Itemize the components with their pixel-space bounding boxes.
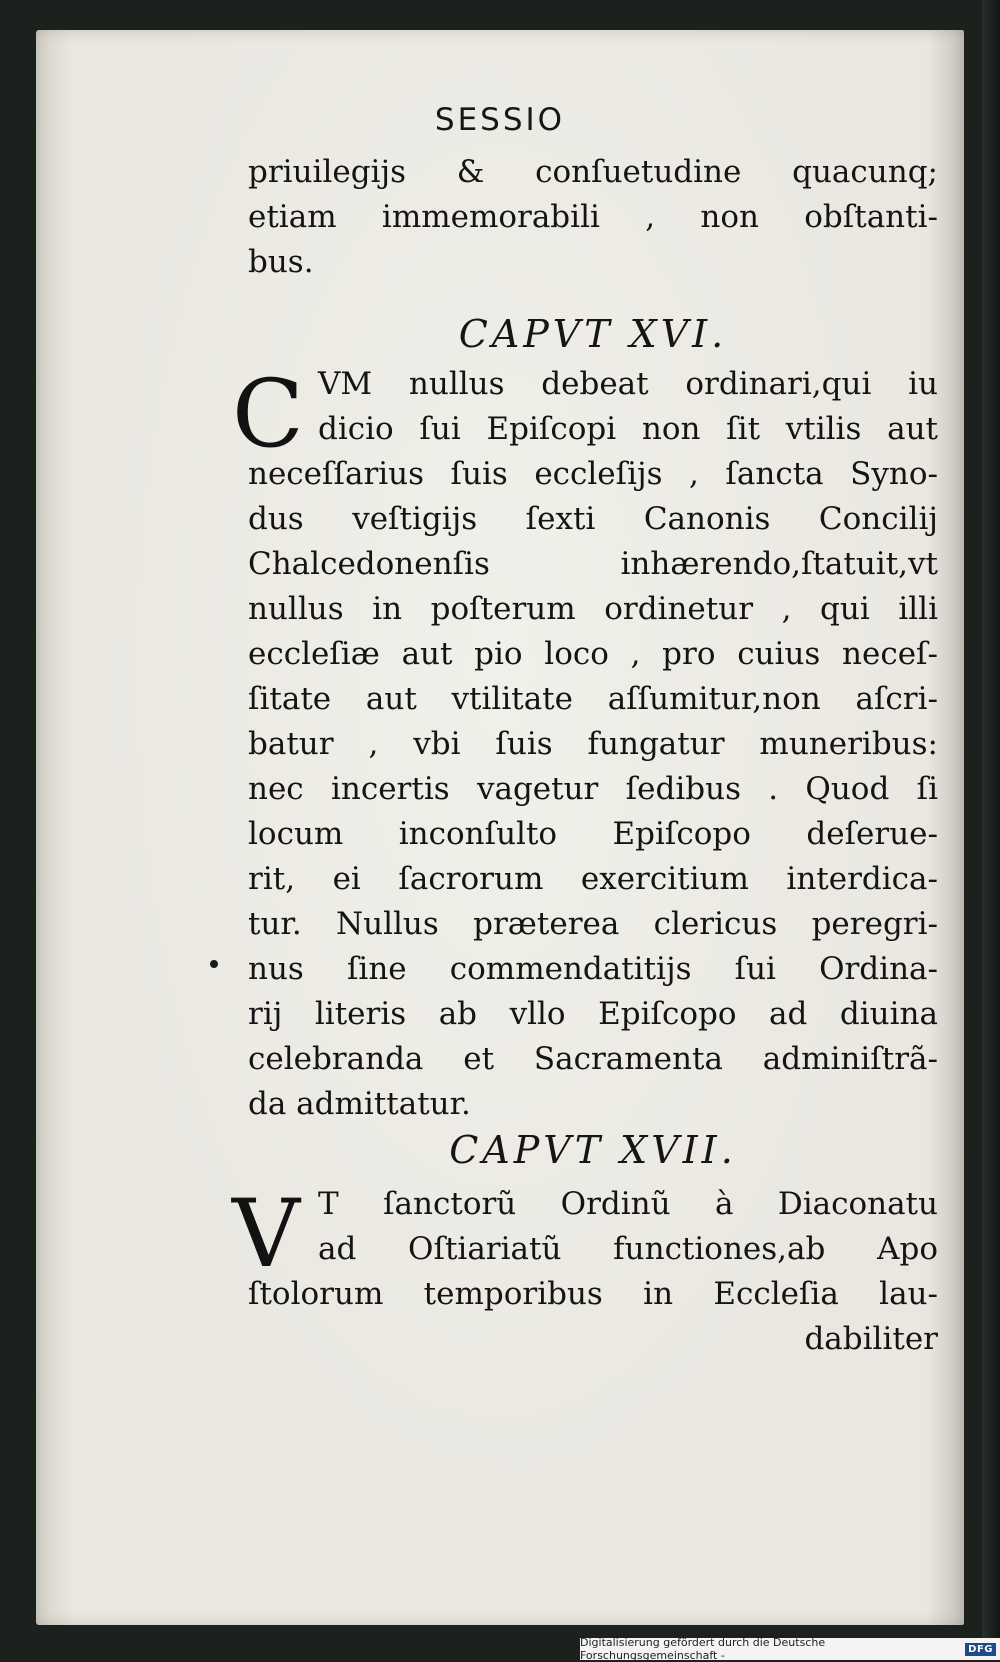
credit-text: Digitalisierung gefördert durch die Deutsche Forschungsgemeinschaft -: [580, 1636, 826, 1662]
text-line: rit, ei ſacrorum exercitium interdica-: [248, 861, 938, 897]
drop-cap: C: [232, 360, 304, 469]
text-line: tur. Nullus præterea clericus peregri-: [248, 906, 938, 942]
text-line: ſtolorum temporibus in Eccleſia lau-: [248, 1276, 938, 1312]
ink-mark: [210, 960, 218, 968]
text-line: ad Oſtiariatũ functiones,ab Apo: [318, 1231, 938, 1267]
text-line: neceſſarius ſuis eccleſijs , ſancta Syno-: [248, 456, 938, 492]
chapter-heading: CAPVT XVI.: [458, 312, 728, 356]
text-line: dicio ſui Epiſcopi non ſit vtilis aut: [318, 411, 938, 447]
text-line: eccleſiæ aut pio loco , pro cuius neceſ-: [248, 636, 938, 672]
text-line: rij literis ab vllo Epiſcopo ad diuina: [248, 996, 938, 1032]
text-line: ſitate aut vtilitate aſſumitur,non aſcri-: [248, 681, 938, 717]
dfg-logo: DFG: [965, 1643, 996, 1656]
chapter-16-body: [248, 362, 938, 1127]
text-line: priuilegijs & conſuetudine quacunq;: [248, 154, 938, 190]
text-line: dus veſtigijs ſexti Canonis Concilij: [248, 501, 938, 537]
first-word: VM: [318, 366, 373, 402]
drop-cap: V: [232, 1180, 300, 1289]
continuation-block: [248, 150, 938, 285]
book-edge: [982, 0, 1000, 1660]
text-line: VM nullus debeat ordinari,qui iu: [318, 366, 938, 402]
running-head: SESSIO: [434, 102, 566, 138]
text-line: nullus in poſterum ordinetur , qui illi: [248, 591, 938, 627]
text-line: bus.: [248, 244, 314, 280]
text-line: T ſanctorũ Ordinũ à Diaconatu: [318, 1186, 938, 1222]
text-line: etiam immemorabili , non obſtanti-: [248, 199, 938, 235]
first-word: T: [318, 1186, 339, 1222]
text-line: da admittatur.: [248, 1086, 471, 1122]
digitization-credit: [580, 1638, 1000, 1660]
chapter-heading: CAPVT XVII.: [449, 1128, 737, 1172]
chapter-17-body: [248, 1182, 938, 1362]
text-line: locum inconſulto Epiſcopo deſerue-: [248, 816, 938, 852]
catchword: dabiliter: [804, 1321, 938, 1357]
text-line: celebranda et Sacramenta adminiſtrã-: [248, 1041, 938, 1077]
text-line: nec incertis vagetur ſedibus . Quod ſi: [248, 771, 938, 807]
text-line: batur , vbi ſuis fungatur muneribus:: [248, 726, 938, 762]
text-line: Chalcedonenſis inhærendo,ſtatuit,vt: [248, 546, 938, 582]
text-line: nus ſine commendatitijs ſui Ordina-: [248, 951, 938, 987]
